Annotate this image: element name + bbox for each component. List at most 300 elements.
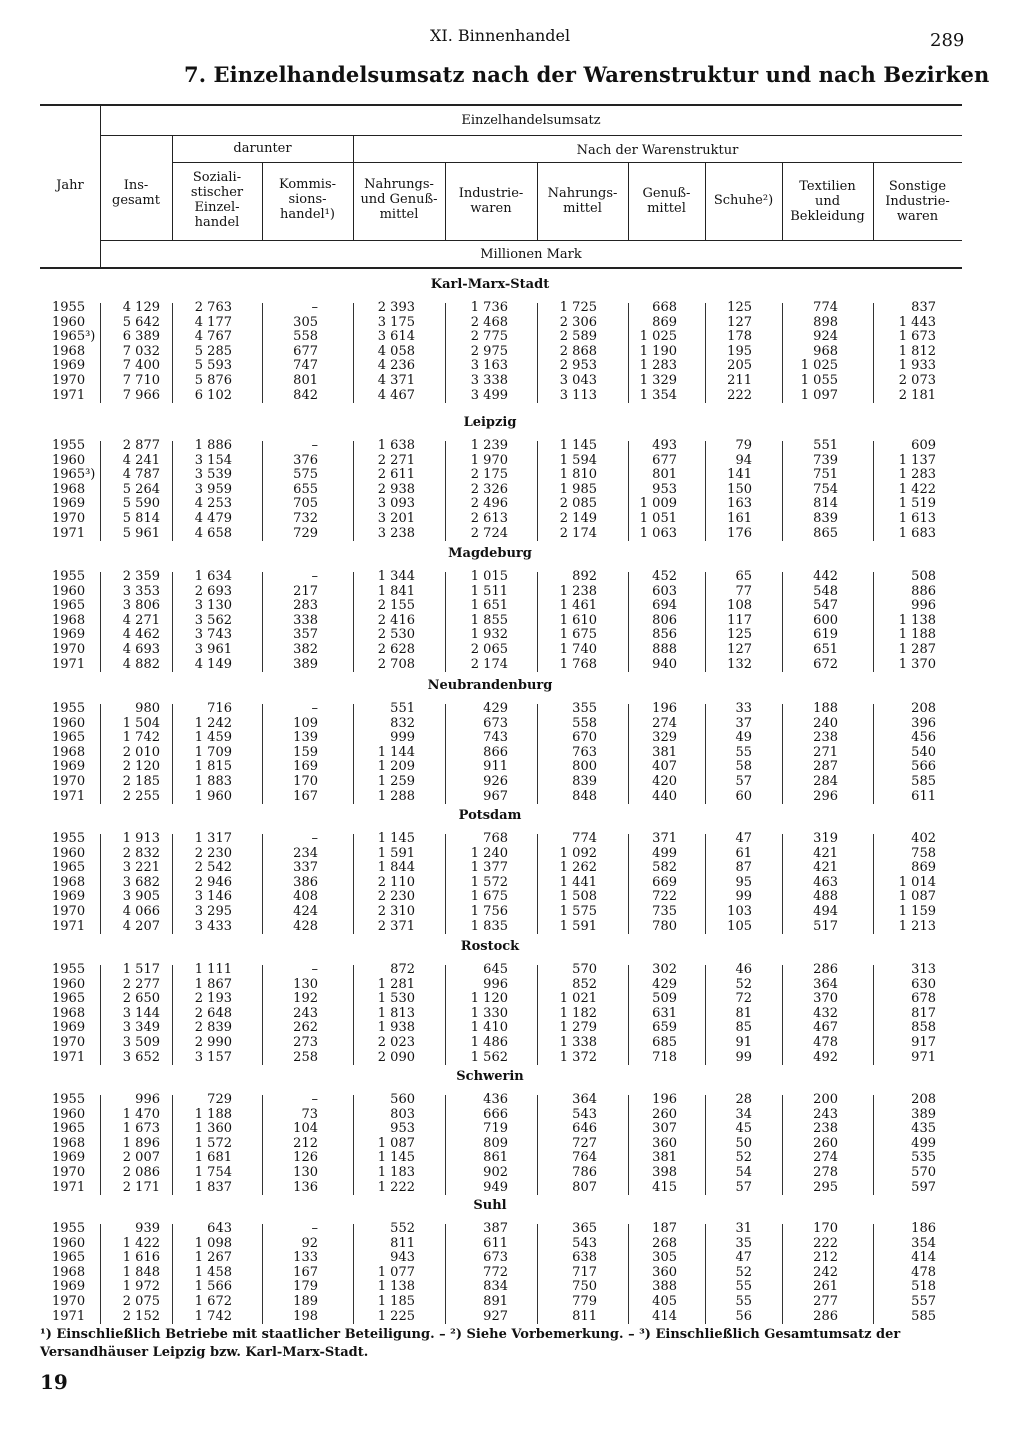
year-cell: 1955 <box>52 438 86 453</box>
value-cell: 1 675 <box>559 627 597 643</box>
value-cell: 381 <box>652 1150 677 1166</box>
value-cell: 163 <box>727 496 752 512</box>
value-cell: 1 262 <box>559 860 597 876</box>
value-cell: 1 634 <box>194 569 232 584</box>
value-cell: 3 961 <box>194 642 232 657</box>
col-nahrungsmittel: Nahrungs- mittel <box>547 186 618 216</box>
value-cell: 284 <box>813 774 838 789</box>
value-cell: – <box>311 1092 318 1107</box>
value-cell: 834 <box>483 1279 508 1295</box>
value-cell: 3 539 <box>194 467 232 483</box>
value-cell: 750 <box>572 1279 597 1295</box>
value-cell: 751 <box>813 467 838 483</box>
value-cell: 170 <box>813 1221 838 1236</box>
year-cell: 1969 <box>52 889 86 905</box>
value-cell: 208 <box>911 701 936 716</box>
value-cell: 58 <box>735 759 752 775</box>
year-cell: 1971 <box>52 1308 86 1324</box>
value-cell: 499 <box>911 1135 936 1151</box>
year-cell: 1969 <box>52 358 86 374</box>
value-cell: 1 932 <box>470 627 508 643</box>
value-cell: 2 877 <box>122 438 160 453</box>
value-cell: 1 317 <box>194 831 232 846</box>
value-cell: 126 <box>293 1150 318 1166</box>
value-cell: 159 <box>293 744 318 760</box>
value-cell: 4 271 <box>122 612 160 628</box>
value-cell: 2 693 <box>194 583 232 599</box>
value-cell: 888 <box>652 642 677 657</box>
value-cell: 558 <box>293 329 318 345</box>
value-cell: 801 <box>293 373 318 388</box>
value-cell: 1 896 <box>122 1135 160 1151</box>
value-cell: 242 <box>813 1264 838 1280</box>
value-cell: 195 <box>727 343 752 359</box>
value-cell: 133 <box>293 1250 318 1266</box>
value-cell: 222 <box>813 1235 838 1251</box>
value-cell: 1 138 <box>898 612 936 628</box>
value-cell: 1 021 <box>559 991 597 1007</box>
year-cell: 1968 <box>52 1005 86 1021</box>
year-cell: 1970 <box>52 373 86 388</box>
value-cell: 548 <box>813 583 838 599</box>
value-cell: 1 190 <box>639 343 677 359</box>
value-cell: 5 814 <box>122 511 160 526</box>
year-cell: 1971 <box>52 918 86 934</box>
value-cell: 398 <box>652 1165 677 1180</box>
value-cell: 389 <box>293 656 318 672</box>
value-cell: 2 075 <box>122 1294 160 1309</box>
value-cell: 2 953 <box>559 358 597 374</box>
value-cell: 386 <box>293 874 318 890</box>
value-cell: 1 185 <box>377 1294 415 1309</box>
value-cell: 1 562 <box>470 1049 508 1065</box>
rule-top <box>40 104 962 106</box>
value-cell: – <box>311 831 318 846</box>
value-cell: 1 077 <box>377 1264 415 1280</box>
value-cell: 4 129 <box>122 300 160 315</box>
value-cell: 268 <box>652 1235 677 1251</box>
value-cell: 3 562 <box>194 612 232 628</box>
value-cell: 2 468 <box>470 314 508 330</box>
value-cell: 2 371 <box>377 918 415 934</box>
value-cell: 3 093 <box>377 496 415 512</box>
value-cell: 79 <box>735 438 752 453</box>
value-cell: 104 <box>293 1121 318 1137</box>
value-cell: 305 <box>652 1250 677 1266</box>
value-cell: 1 673 <box>122 1121 160 1137</box>
value-cell: 551 <box>813 438 838 453</box>
year-cell: 1969 <box>52 1020 86 1036</box>
value-cell: 6 102 <box>194 387 232 403</box>
value-cell: 705 <box>293 496 318 512</box>
value-cell: 313 <box>911 962 936 977</box>
value-cell: 727 <box>572 1135 597 1151</box>
value-cell: 364 <box>813 976 838 992</box>
value-cell: 1 616 <box>122 1250 160 1266</box>
chapter-heading: XI. Binnenhandel <box>430 26 571 45</box>
value-cell: 7 032 <box>122 343 160 359</box>
value-cell: 35 <box>735 1235 752 1251</box>
value-cell: 4 253 <box>194 496 232 512</box>
value-cell: 1 259 <box>377 774 415 789</box>
value-cell: 1 848 <box>122 1264 160 1280</box>
value-cell: 47 <box>735 1250 752 1266</box>
value-cell: 570 <box>911 1165 936 1180</box>
value-cell: 1 742 <box>194 1308 232 1324</box>
value-cell: 2 946 <box>194 874 232 890</box>
value-cell: 435 <box>911 1121 936 1137</box>
value-cell: 631 <box>652 1005 677 1021</box>
rule-header-bottom <box>40 267 962 269</box>
year-cell: 1971 <box>52 525 86 541</box>
value-cell: 3 295 <box>194 904 232 919</box>
year-cell: 1960 <box>52 452 86 468</box>
value-cell: 1 841 <box>377 583 415 599</box>
value-cell: 1 458 <box>194 1264 232 1280</box>
value-cell: 535 <box>911 1150 936 1166</box>
value-cell: 1 344 <box>377 569 415 584</box>
value-cell: 560 <box>390 1092 415 1107</box>
year-cell: 1965³) <box>52 329 96 345</box>
value-cell: 432 <box>813 1005 838 1021</box>
value-cell: 717 <box>572 1264 597 1280</box>
value-cell: 839 <box>572 774 597 789</box>
value-cell: 1 672 <box>194 1294 232 1309</box>
value-cell: 806 <box>652 612 677 628</box>
value-cell: 902 <box>483 1165 508 1180</box>
value-cell: 832 <box>390 715 415 731</box>
value-cell: 866 <box>483 744 508 760</box>
col-schuhe: Schuhe²) <box>713 193 774 208</box>
value-cell: 807 <box>572 1179 597 1195</box>
value-cell: 1 055 <box>800 373 838 388</box>
value-cell: 668 <box>652 300 677 315</box>
value-cell: 305 <box>293 314 318 330</box>
value-cell: 619 <box>813 627 838 643</box>
value-cell: 953 <box>652 481 677 497</box>
value-cell: 389 <box>911 1106 936 1122</box>
value-cell: 493 <box>652 438 677 453</box>
value-cell: 1 725 <box>559 300 597 315</box>
value-cell: 414 <box>652 1308 677 1324</box>
value-cell: 4 787 <box>122 467 160 483</box>
value-cell: 420 <box>652 774 677 789</box>
value-cell: 1 238 <box>559 583 597 599</box>
value-cell: 2 648 <box>194 1005 232 1021</box>
value-cell: 371 <box>652 831 677 846</box>
value-cell: 60 <box>735 788 752 804</box>
value-cell: 1 330 <box>470 1005 508 1021</box>
value-cell: 814 <box>813 496 838 512</box>
value-cell: 719 <box>483 1121 508 1137</box>
value-cell: 169 <box>293 759 318 775</box>
value-cell: 669 <box>652 874 677 890</box>
value-cell: 774 <box>572 831 597 846</box>
value-cell: 558 <box>572 715 597 731</box>
year-cell: 1955 <box>52 831 86 846</box>
value-cell: 4 462 <box>122 627 160 643</box>
value-cell: 1 459 <box>194 730 232 746</box>
value-cell: 768 <box>483 831 508 846</box>
value-cell: 1 938 <box>377 1020 415 1036</box>
value-cell: 1 182 <box>559 1005 597 1021</box>
value-cell: 354 <box>911 1235 936 1251</box>
value-cell: 205 <box>727 358 752 374</box>
value-cell: 1 145 <box>377 831 415 846</box>
value-cell: 2 065 <box>470 642 508 657</box>
value-cell: 1 673 <box>898 329 936 345</box>
value-cell: 1 209 <box>377 759 415 775</box>
value-cell: 4 767 <box>194 329 232 345</box>
value-cell: 754 <box>813 481 838 497</box>
value-cell: 296 <box>813 788 838 804</box>
value-cell: – <box>311 701 318 716</box>
value-cell: 1 239 <box>470 438 508 453</box>
value-cell: 77 <box>735 583 752 599</box>
value-cell: 287 <box>813 759 838 775</box>
value-cell: 3 433 <box>194 918 232 934</box>
value-cell: 452 <box>652 569 677 584</box>
value-cell: 540 <box>911 744 936 760</box>
value-cell: 543 <box>572 1106 597 1122</box>
value-cell: 360 <box>652 1264 677 1280</box>
value-cell: 603 <box>652 583 677 599</box>
value-cell: 585 <box>911 774 936 789</box>
value-cell: 2 185 <box>122 774 160 789</box>
value-cell: 3 238 <box>377 525 415 541</box>
section-heading: Schwerin <box>456 1069 524 1084</box>
value-cell: 2 171 <box>122 1179 160 1195</box>
value-cell: 856 <box>652 627 677 643</box>
value-cell: 2 650 <box>122 991 160 1007</box>
value-cell: 1 338 <box>559 1035 597 1050</box>
value-cell: 927 <box>483 1308 508 1324</box>
value-cell: 4 882 <box>122 656 160 672</box>
value-cell: 61 <box>735 845 752 861</box>
value-cell: 1 613 <box>898 511 936 526</box>
value-cell: 65 <box>735 569 752 584</box>
value-cell: 786 <box>572 1165 597 1180</box>
value-cell: 716 <box>207 701 232 716</box>
value-cell: 739 <box>813 452 838 468</box>
value-cell: 478 <box>911 1264 936 1280</box>
value-cell: 678 <box>911 991 936 1007</box>
year-cell: 1965 <box>52 860 86 876</box>
value-cell: 1 736 <box>470 300 508 315</box>
col-unit: Millionen Mark <box>480 247 582 262</box>
value-cell: 2 724 <box>470 525 508 541</box>
value-cell: 892 <box>572 569 597 584</box>
year-cell: 1970 <box>52 1035 86 1050</box>
value-cell: 1 120 <box>470 991 508 1007</box>
value-cell: 99 <box>735 1049 752 1065</box>
value-cell: 2 120 <box>122 759 160 775</box>
value-cell: 1 768 <box>559 656 597 672</box>
value-cell: 557 <box>911 1294 936 1309</box>
value-cell: 2 359 <box>122 569 160 584</box>
value-cell: 1 815 <box>194 759 232 775</box>
year-cell: 1971 <box>52 1179 86 1195</box>
value-cell: 396 <box>911 715 936 731</box>
value-cell: 4 241 <box>122 452 160 468</box>
value-cell: 3 146 <box>194 889 232 905</box>
value-cell: 2 530 <box>377 627 415 643</box>
value-cell: 178 <box>727 329 752 345</box>
value-cell: 488 <box>813 889 838 905</box>
value-cell: 319 <box>813 831 838 846</box>
value-cell: 800 <box>572 759 597 775</box>
value-cell: 200 <box>813 1092 838 1107</box>
year-cell: 1955 <box>52 701 86 716</box>
value-cell: 1 486 <box>470 1035 508 1050</box>
year-cell: 1971 <box>52 656 86 672</box>
year-cell: 1960 <box>52 1106 86 1122</box>
value-cell: 5 264 <box>122 481 160 497</box>
col-genussmittel: Genuß- mittel <box>642 186 691 216</box>
value-cell: 1 145 <box>377 1150 415 1166</box>
value-cell: 3 201 <box>377 511 415 526</box>
value-cell: 1 530 <box>377 991 415 1007</box>
value-cell: 996 <box>483 976 508 992</box>
value-cell: 655 <box>293 481 318 497</box>
value-cell: 852 <box>572 976 597 992</box>
value-cell: 1 813 <box>377 1005 415 1021</box>
year-cell: 1955 <box>52 1221 86 1236</box>
value-cell: 2 938 <box>377 481 415 497</box>
value-cell: 729 <box>207 1092 232 1107</box>
value-cell: 50 <box>735 1135 752 1151</box>
value-cell: 509 <box>652 991 677 1007</box>
value-cell: 2 230 <box>194 845 232 861</box>
value-cell: 132 <box>727 656 752 672</box>
value-cell: 1 511 <box>470 583 508 599</box>
value-cell: 4 207 <box>122 918 160 934</box>
value-cell: 196 <box>652 1092 677 1107</box>
value-cell: 1 683 <box>898 525 936 541</box>
value-cell: 659 <box>652 1020 677 1036</box>
value-cell: 5 593 <box>194 358 232 374</box>
value-cell: 364 <box>572 1092 597 1107</box>
value-cell: 442 <box>813 569 838 584</box>
value-cell: 722 <box>652 889 677 905</box>
value-cell: 1 972 <box>122 1279 160 1295</box>
year-cell: 1969 <box>52 759 86 775</box>
value-cell: 2 496 <box>470 496 508 512</box>
value-cell: 95 <box>735 874 752 890</box>
value-cell: 1 985 <box>559 481 597 497</box>
value-cell: 729 <box>293 525 318 541</box>
value-cell: 161 <box>727 511 752 526</box>
value-cell: 55 <box>735 1279 752 1295</box>
value-cell: 271 <box>813 744 838 760</box>
value-cell: 54 <box>735 1165 752 1180</box>
value-cell: 3 043 <box>559 373 597 388</box>
value-cell: 3 743 <box>194 627 232 643</box>
value-cell: 926 <box>483 774 508 789</box>
col-jahr: Jahr <box>56 178 84 193</box>
value-cell: 3 349 <box>122 1020 160 1036</box>
value-cell: 1 025 <box>639 329 677 345</box>
value-cell: 52 <box>735 976 752 992</box>
value-cell: 1 855 <box>470 612 508 628</box>
value-cell: 1 287 <box>898 642 936 657</box>
value-cell: 811 <box>390 1235 415 1251</box>
value-cell: 130 <box>293 976 318 992</box>
value-cell: 630 <box>911 976 936 992</box>
section-heading: Rostock <box>460 939 520 954</box>
value-cell: 402 <box>911 831 936 846</box>
value-cell: 763 <box>572 744 597 760</box>
value-cell: 673 <box>483 715 508 731</box>
value-cell: 499 <box>652 845 677 861</box>
value-cell: 6 389 <box>122 329 160 345</box>
value-cell: 355 <box>572 701 597 716</box>
value-cell: 2 310 <box>377 904 415 919</box>
value-cell: 7 400 <box>122 358 160 374</box>
value-cell: 1 575 <box>559 904 597 919</box>
value-cell: 494 <box>813 904 838 919</box>
value-cell: 212 <box>293 1135 318 1151</box>
value-cell: 286 <box>813 1308 838 1324</box>
value-cell: 1 213 <box>898 918 936 934</box>
value-cell: 167 <box>293 788 318 804</box>
value-cell: 295 <box>813 1179 838 1195</box>
section-heading: Magdeburg <box>448 546 532 561</box>
value-cell: 45 <box>735 1121 752 1137</box>
value-cell: 3 682 <box>122 874 160 890</box>
value-cell: 105 <box>727 918 752 934</box>
value-cell: 136 <box>293 1179 318 1195</box>
value-cell: 5 590 <box>122 496 160 512</box>
value-cell: 387 <box>483 1221 508 1236</box>
value-cell: 869 <box>652 314 677 330</box>
year-cell: 1965 <box>52 598 86 614</box>
year-cell: 1955 <box>52 1092 86 1107</box>
value-cell: 421 <box>813 845 838 861</box>
value-cell: 2 611 <box>377 467 415 483</box>
value-cell: 971 <box>911 1049 936 1065</box>
value-cell: 1 063 <box>639 525 677 541</box>
value-cell: 52 <box>735 1264 752 1280</box>
value-cell: 33 <box>735 701 752 716</box>
col-group-label: Einzelhandelsumsatz <box>461 113 601 128</box>
value-cell: 673 <box>483 1250 508 1266</box>
value-cell: 2 306 <box>559 314 597 330</box>
value-cell: 718 <box>652 1049 677 1065</box>
value-cell: 1 267 <box>194 1250 232 1266</box>
value-cell: 1 651 <box>470 598 508 614</box>
value-cell: 869 <box>911 860 936 876</box>
value-cell: 56 <box>735 1308 752 1324</box>
value-cell: 898 <box>813 314 838 330</box>
value-cell: 1 222 <box>377 1179 415 1195</box>
value-cell: 424 <box>293 904 318 919</box>
year-cell: 1970 <box>52 774 86 789</box>
value-cell: 240 <box>813 715 838 731</box>
value-cell: 1 144 <box>377 744 415 760</box>
value-cell: 2 277 <box>122 976 160 992</box>
value-cell: 428 <box>293 918 318 934</box>
value-cell: 2 085 <box>559 496 597 512</box>
value-cell: 600 <box>813 612 838 628</box>
value-cell: 1 372 <box>559 1049 597 1065</box>
value-cell: 774 <box>813 300 838 315</box>
value-cell: 192 <box>293 991 318 1007</box>
value-cell: 57 <box>735 1179 752 1195</box>
value-cell: 4 479 <box>194 511 232 526</box>
value-cell: 1 183 <box>377 1165 415 1180</box>
value-cell: – <box>311 438 318 453</box>
